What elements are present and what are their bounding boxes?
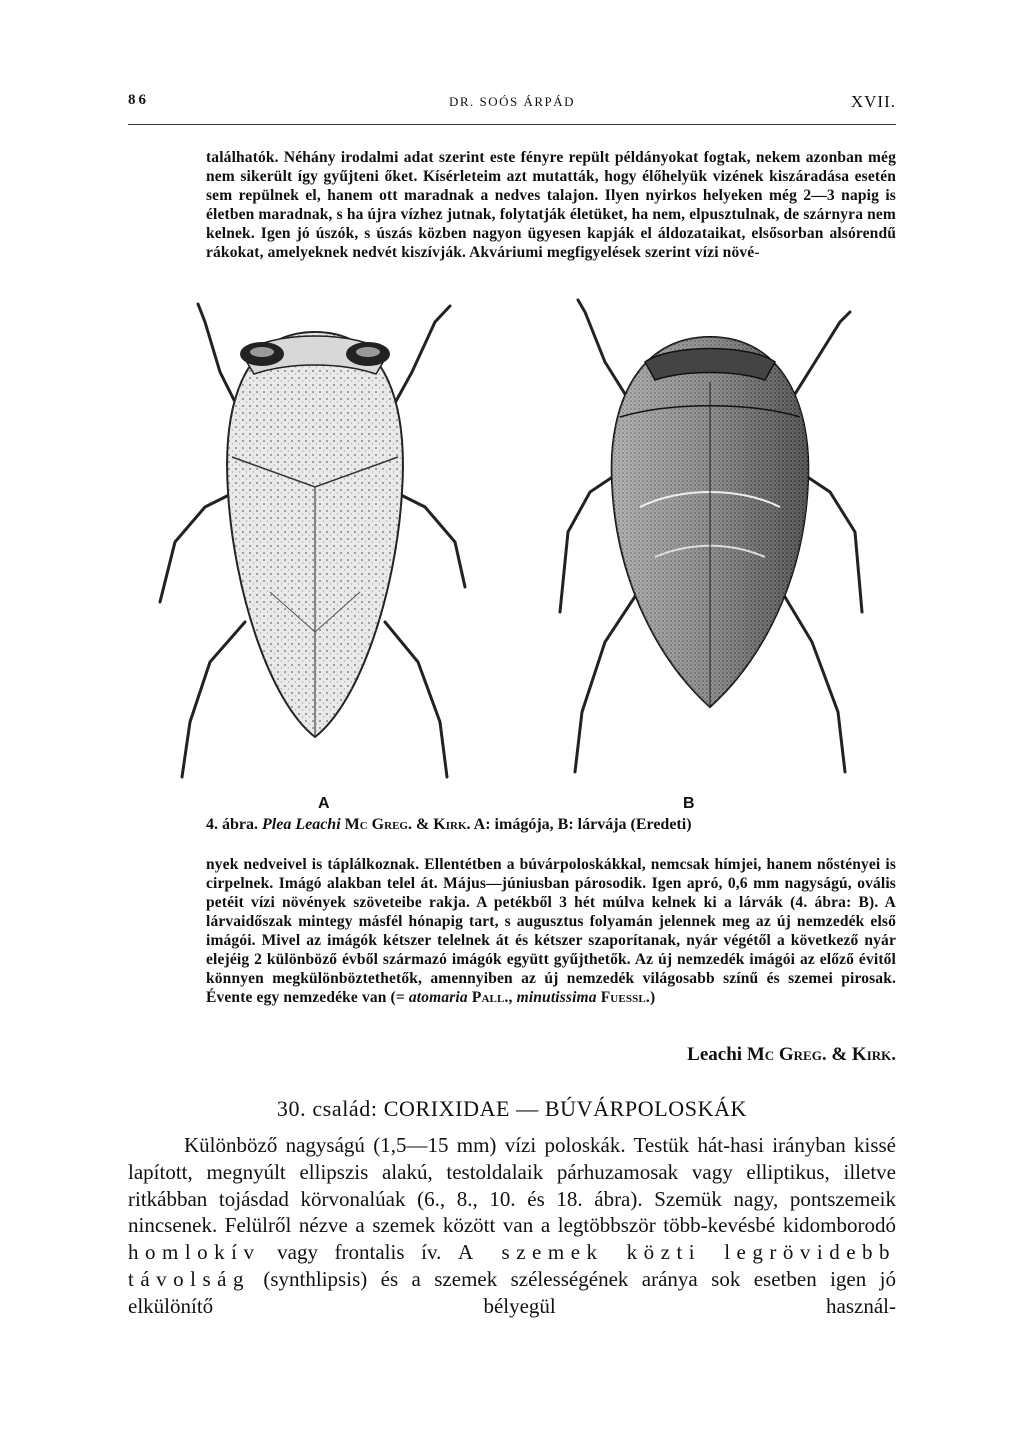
description-part3: (synthlipsis) és a szemek szélességének aránya sok esetben igen jó elkülönítő bélyegül használ- bbox=[128, 1266, 896, 1318]
running-header bbox=[128, 92, 896, 116]
caption-number: 4. ábra. bbox=[206, 816, 258, 833]
paragraph-continued: találhatók. Néhány irodalmi adat szerint este fényre repült példányokat fogtak, nekem azonban még nem sikerült így gyűjteni őket. Kísérleteim azt mutatták, hogy élőhelyük vizének kiszáradása esetén sem repülnek el, hanem ott maradnak a nedves talajon. Ilyen nyirkos helyeken még 2—3 napig is életben maradnak, s ha újra vízhez jutnak, folytatják életüket, ha nem, elpusztulnak, de szárnyra nem kelnek. Igen jó úszók, s úszás közben nagyon ügyesen kapják el áldozataikat, elsősorban alsórendű rákokat, amelyeknek nedvét kiszívják. Akváriumi megfigyelések szerint vízi növé- bbox=[206, 149, 896, 261]
insect-a-adult-drawing bbox=[160, 304, 465, 777]
figure-label-b: B bbox=[683, 795, 695, 812]
description-part1: Különböző nagyságú (1,5—15 mm) vízi poloskák. Testük hát-hasi irányban kissé lapított, megnyúlt ellipszis alakú, testoldalaik párhuzamosak vagy elliptikus, illetve ritkábban tojásdad körvonalúak (6., 8., 10. és 18. ábra). Szemük nagy, pontszemeik nincsenek. Felülről nézve a szemek között van a legtöbbször több-kevésbé kidomborodó bbox=[128, 1133, 896, 1238]
paragraph-corixidae-description bbox=[128, 1132, 896, 1320]
family-heading: 30. család: CORIXIDAE — BÚVÁRPOLOSKÁK bbox=[276, 1096, 748, 1121]
species-authority: Mc Greg. & Kirk. bbox=[746, 1044, 896, 1065]
synonym-minutissima: minutissima bbox=[516, 989, 597, 1006]
synonym-close: ) bbox=[649, 989, 656, 1006]
insect-b-larva-drawing bbox=[560, 300, 862, 772]
figure-plea-leachi bbox=[150, 292, 880, 792]
species-heading bbox=[687, 1044, 896, 1066]
caption-authority: Mc Greg. & Kirk. bbox=[344, 816, 471, 833]
header-rule bbox=[128, 124, 896, 125]
description-part2: vagy frontalis ív. bbox=[277, 1240, 442, 1265]
synonym-minutissima-author: Fuessl. bbox=[600, 989, 650, 1006]
term-homlokiv: homlokív bbox=[128, 1240, 261, 1265]
synonym-atomaria-author: Pall. bbox=[471, 989, 509, 1006]
synonym-equals: = bbox=[395, 989, 405, 1006]
section-number: XVII. bbox=[850, 92, 896, 111]
paragraph-life-cycle: nyek nedveivel is táplálkoznak. Ellentétben a búvárpoloskákkal, nemcsak hímjei, hanem nőstényei is cirpelnek. Imágó alakban telel át. Május—júniusban párosodik. Igen apró, 0,6 mm nagyságú, ovális petéit vízi növények szöveteibe rakja. A petékből 3 hét múlva kelnek ki a lárvák (4. ábra: B). A lárvaidőszak mintegy másfél hónapig tart, s augusztus folyamán jelennek meg az új nemzedék első imágói. Mivel az imágók kétszer telelnek át és kétszer szaporítanak, nyár végétől a következő nyár elejéig 2 különböző évből származó imágók együtt gyűjthetők. Az új nemzedék imágói az előző évitől könnyen megkülönböztethetők, amennyiben az új nemzedék világosabb színű és szemei pirosak. Évente egy nemzedéke van (= atomaria Pall., minutissima Fuessl.) bbox=[206, 856, 896, 1006]
life-cycle-text: nyek nedveivel is táplálkoznak. Ellentétben a búvárpoloskákkal, nemcsak hímjei, hanem nőstényei is cirpelnek. Imágó alakban telel át. Május—júniusban párosodik. Igen apró, 0,6 mm nagyságú, ovális petéit vízi növények szöveteibe rakja. A petékből 3 hét múlva kelnek ki a lárvák (4. ábra: B). A lárvaidőszak mintegy másfél hónapig tart, s augusztus folyamán jelennek meg az új nemzedék első imágói. Mivel az imágók kétszer telelnek át és kétszer szaporítanak, nyár végétől a következő nyár elejéig 2 különböző évből származó imágók együtt gyűjthetők. Az új nemzedék imágói az előző évitől könnyen megkülönböztethetők, amennyiben az új nemzedék világosabb színű és szemei pirosak. Évente egy nemzedéke van ( bbox=[206, 856, 896, 1006]
author-header: DR. SOÓS ÁRPÁD bbox=[448, 94, 576, 109]
figure-caption bbox=[206, 816, 896, 834]
synonym-atomaria: atomaria bbox=[408, 989, 468, 1006]
species-name: Leachi bbox=[687, 1044, 743, 1065]
caption-species: Plea Leachi bbox=[262, 816, 341, 833]
page-number: 86 bbox=[128, 92, 149, 108]
term-synthlipsis: A szemek közti legrövidebb távolság bbox=[128, 1240, 897, 1291]
figure-label-a: A bbox=[318, 795, 330, 812]
caption-description: A: imágója, B: lárvája (Eredeti) bbox=[473, 816, 692, 833]
